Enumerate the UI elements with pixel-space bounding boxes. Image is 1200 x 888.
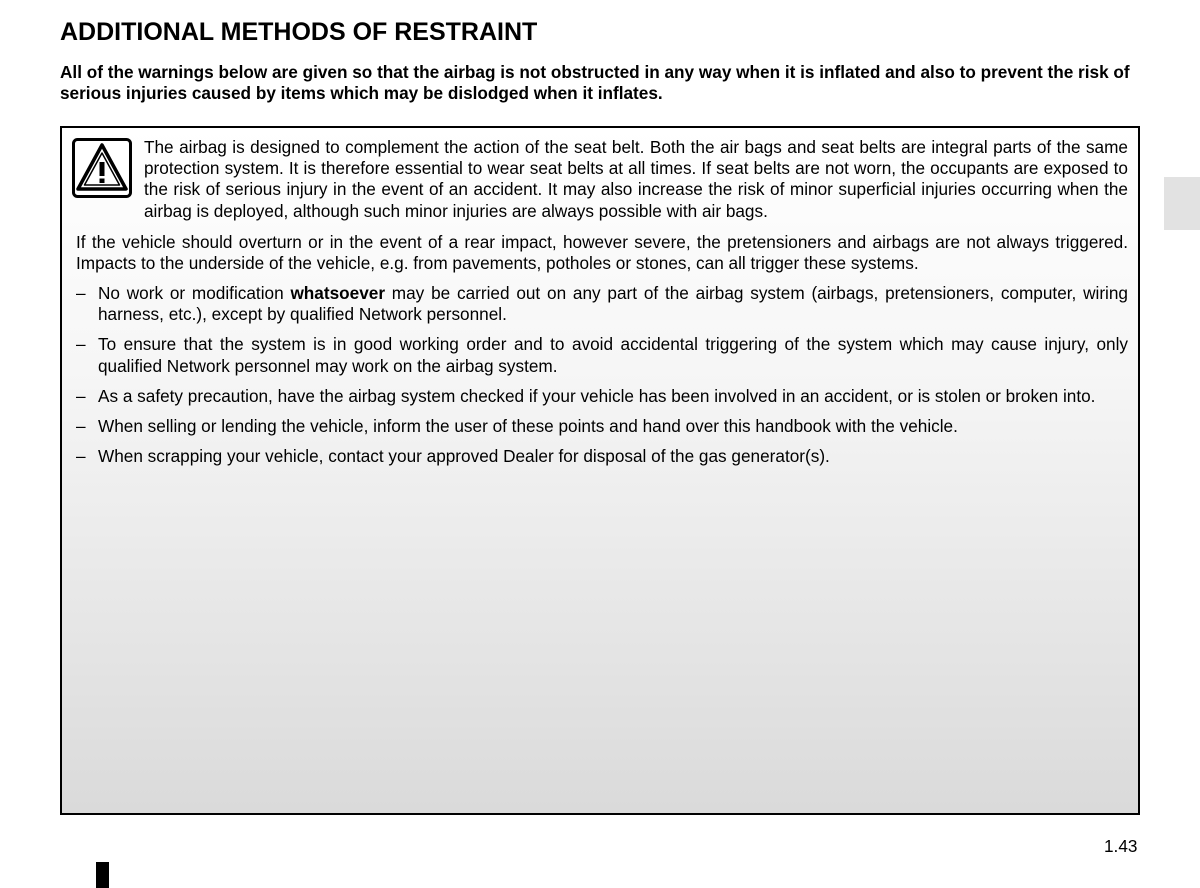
intro-paragraph: All of the warnings below are given so that the airbag is not obstructed in any way when it is inflated and also to prevent the risk of serious injuries caused by items which may be dislodged when it inflates.: [60, 62, 1130, 103]
bullet-text: may be carried out on any part of the airbag system (airbags, pretensioners, computer, wiring harness, etc.), except by qualified Network personnel.: [98, 283, 1128, 325]
bullet-text-emphasis: whatsoever: [290, 283, 386, 303]
bullet-dash: –: [76, 334, 86, 355]
bullet-dash: –: [76, 446, 86, 467]
page-title: ADDITIONAL METHODS OF RESTRAINT: [60, 18, 538, 46]
bullet-text: When selling or lending the vehicle, inform the user of these points and hand over this handbook with the vehicle.: [98, 416, 958, 437]
warning-paragraph-airbag: The airbag is designed to complement the action of the seat belt. Both the air bags and seat belts are integral parts of the same protection system. It is therefore essential to wear seat belts at all times. If seat belts are not worn, the occupants are exposed to the risk of serious injury in the event of an accident. It may also increase the risk of minor superficial injuries occurring when the airbag is deployed, although such minor injuries are always possible with air bags.: [144, 137, 1128, 221]
warning-box: [60, 126, 1140, 815]
warning-bullet-list: [76, 283, 1128, 476]
bullet-text: To ensure that the system is in good working order and to avoid accidental triggering of the system which may cause injury, only qualified Network personnel may work on the airbag system.: [98, 334, 1128, 376]
list-item: [76, 416, 1128, 437]
bullet-dash: –: [76, 385, 86, 406]
list-item: [76, 386, 1128, 407]
list-item: [76, 446, 1128, 467]
bullet-dash: –: [76, 283, 86, 303]
warning-triangle-icon: [72, 138, 132, 198]
bullet-text: When scrapping your vehicle, contact your approved Dealer for disposal of the gas generator(s).: [98, 446, 830, 467]
chapter-tab: [1164, 177, 1200, 230]
bullet-dash: –: [76, 416, 86, 437]
bullet-text: As a safety precaution, have the airbag system checked if your vehicle has been involved in an accident, or is stolen or broken into.: [98, 385, 1096, 406]
warning-paragraph-overturn: If the vehicle should overturn or in the event of a rear impact, however severe, the pretensioners and airbags are not always triggered. Impacts to the underside of the vehicle, e.g. from pavements, potholes or stones, can all trigger these systems.: [76, 232, 1128, 274]
list-item: [76, 334, 1128, 376]
print-registration-mark: [96, 862, 109, 888]
page-number: 1.43: [1104, 836, 1138, 856]
bullet-text: No work or modification: [98, 283, 291, 303]
list-item: [76, 283, 1128, 325]
